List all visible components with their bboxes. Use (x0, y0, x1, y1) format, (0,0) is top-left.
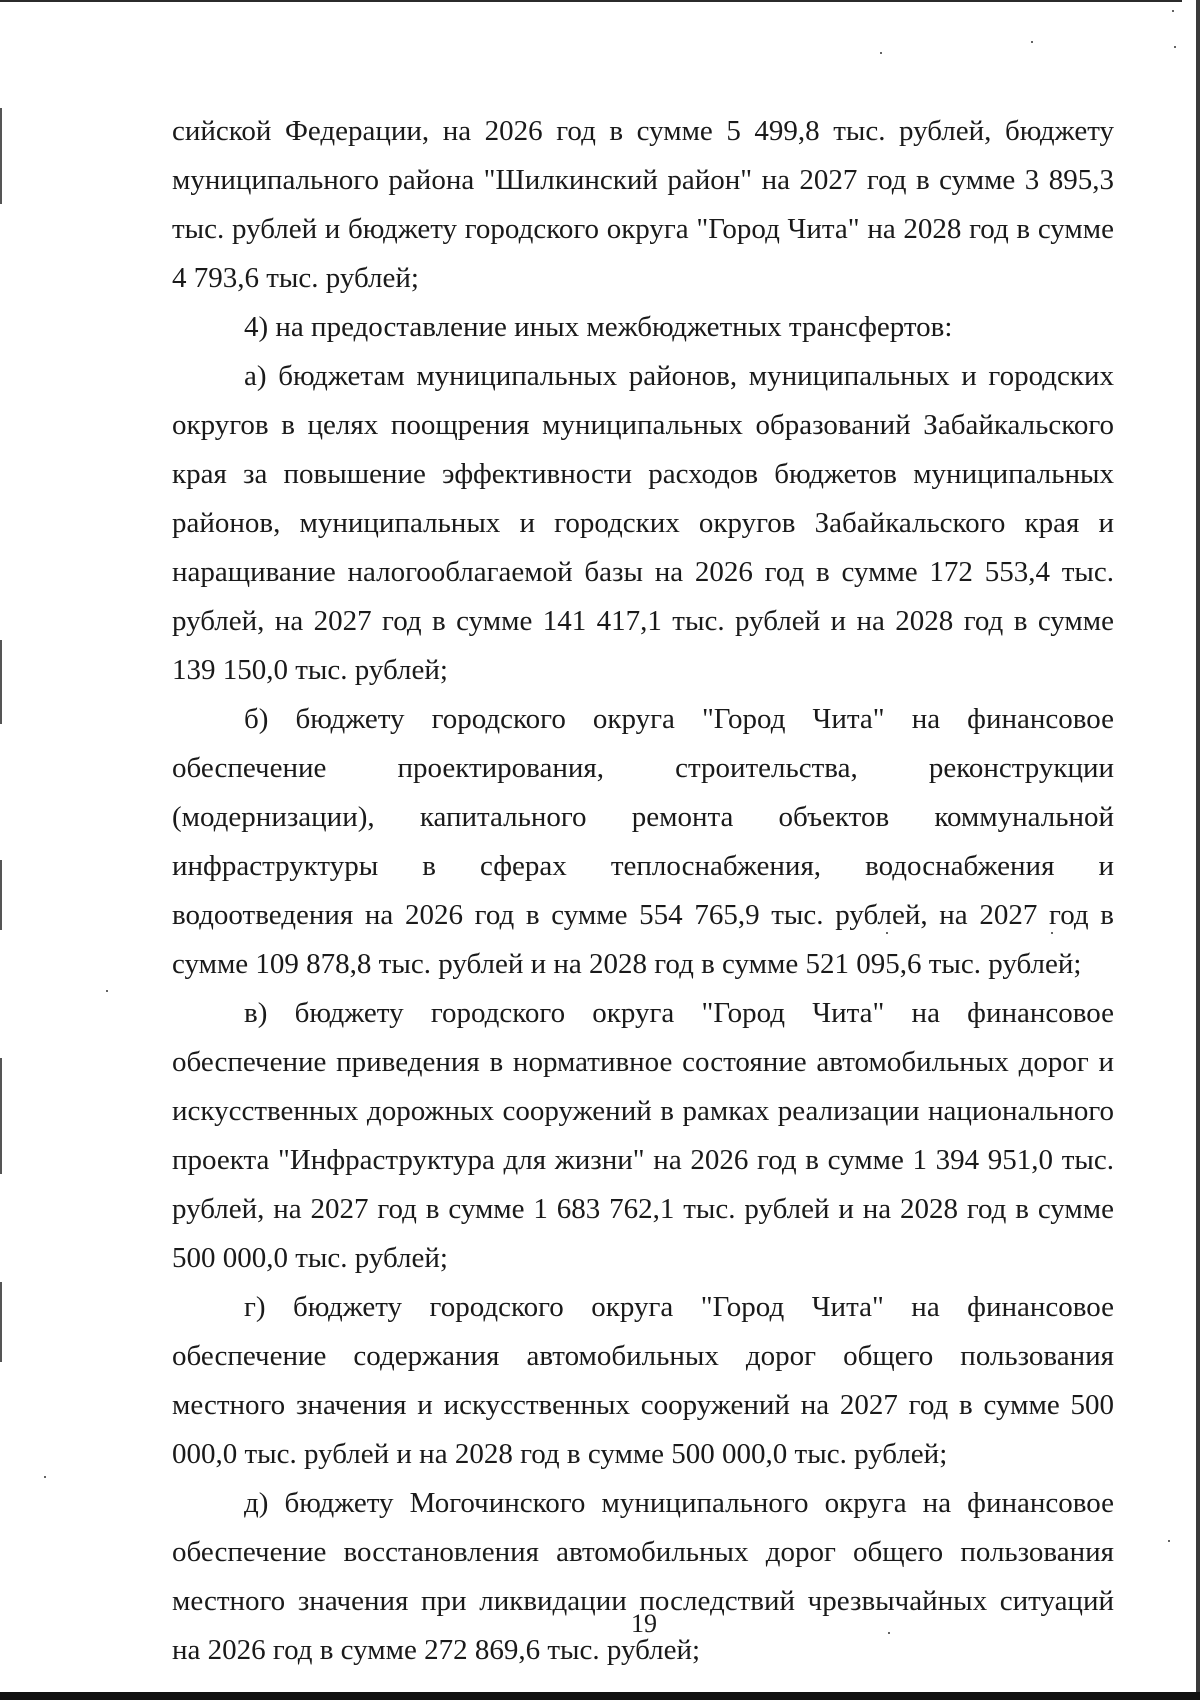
paragraph-subitem-v: в) бюджету городского округа "Город Чита" на финансовое обеспечение приведения в нормативное состояние автомобильных дорог и искусственных дорожных сооружений в рамках реализации национального проекта "Инфраструктура для жизни" на 2026 год в сумме 1 394 951,0 тыс. рублей, на 2027 год в сумме 1 683 762,1 тыс. рублей и на 2028 год в сумме 500 000,0 тыс. рублей; (172, 997, 1114, 1274)
paragraph-continuation: сийской Федерации, на 2026 год в сумме 5 499,8 тыс. рублей, бюджету муниципального района "Шилкинский район" на 2027 год в сумме 3 895,3 тыс. рублей и бюджету городского округа "Город Чита" на 2028 год в сумме 4 793,6 тыс. рублей; (172, 115, 1114, 294)
paragraph-subitem-d: д) бюджету Могочинского муниципального округа на финансовое обеспечение восстановления автомобильных дорог общего пользования местного значения при ликвидации последствий чрезвычайных ситуаций на 2026 год в сумме 272 869,6 тыс. рублей; (172, 1487, 1114, 1666)
scan-speck (880, 52, 882, 54)
scan-margin-mark (0, 860, 2, 930)
scan-speck (1174, 46, 1176, 48)
page-number: 19 (631, 1609, 657, 1638)
paragraph-subitem-b: б) бюджету городского округа "Город Чита" на финансовое обеспечение проектирования, строительства, реконструкции (модернизации), капитального ремонта объектов коммунальной инфраструктуры в сферах теплоснабжения, водоснабжения и водоотведения на 2026 год в сумме 554 765,9 тыс. рублей, на 2027 год в сумме 109 878,8 тыс. рублей и на 2028 год в сумме 521 095,6 тыс. рублей; (172, 703, 1114, 980)
scan-speck (44, 1476, 46, 1478)
paragraph-item-4: 4) на предоставление иных межбюджетных трансфертов: (244, 311, 953, 343)
scan-right-edge (1196, 0, 1200, 1700)
scan-margin-mark (0, 108, 2, 204)
scan-margin-mark (0, 1282, 2, 1362)
scan-margin-mark (0, 1058, 2, 1174)
scan-top-edge (0, 0, 1182, 2)
paragraph-subitem-g: г) бюджету городского округа "Город Чита" на финансовое обеспечение содержания автомобильных дорог общего пользования местного значения и искусственных сооружений на 2027 год в сумме 500 000,0 тыс. рублей и на 2028 год в сумме 500 000,0 тыс. рублей; (172, 1291, 1114, 1470)
scan-speck (1168, 1540, 1170, 1542)
scan-margin-mark (0, 640, 2, 724)
scan-speck (106, 990, 108, 992)
scan-speck (1031, 41, 1033, 43)
scan-bottom-edge (0, 1692, 1200, 1700)
document-body (172, 107, 1114, 1675)
scan-speck (1172, 10, 1174, 12)
paragraph-subitem-a: а) бюджетам муниципальных районов, муниципальных и городских округов в целях поощрения муниципальных образований Забайкальского края за повышение эффективности расходов бюджетов муниципальных районов, муниципальных и городских округов Забайкальского края и наращивание налогооблагаемой базы на 2026 год в сумме 172 553,4 тыс. рублей, на 2027 год в сумме 141 417,1 тыс. рублей и на 2028 год в сумме 139 150,0 тыс. рублей; (172, 360, 1114, 686)
